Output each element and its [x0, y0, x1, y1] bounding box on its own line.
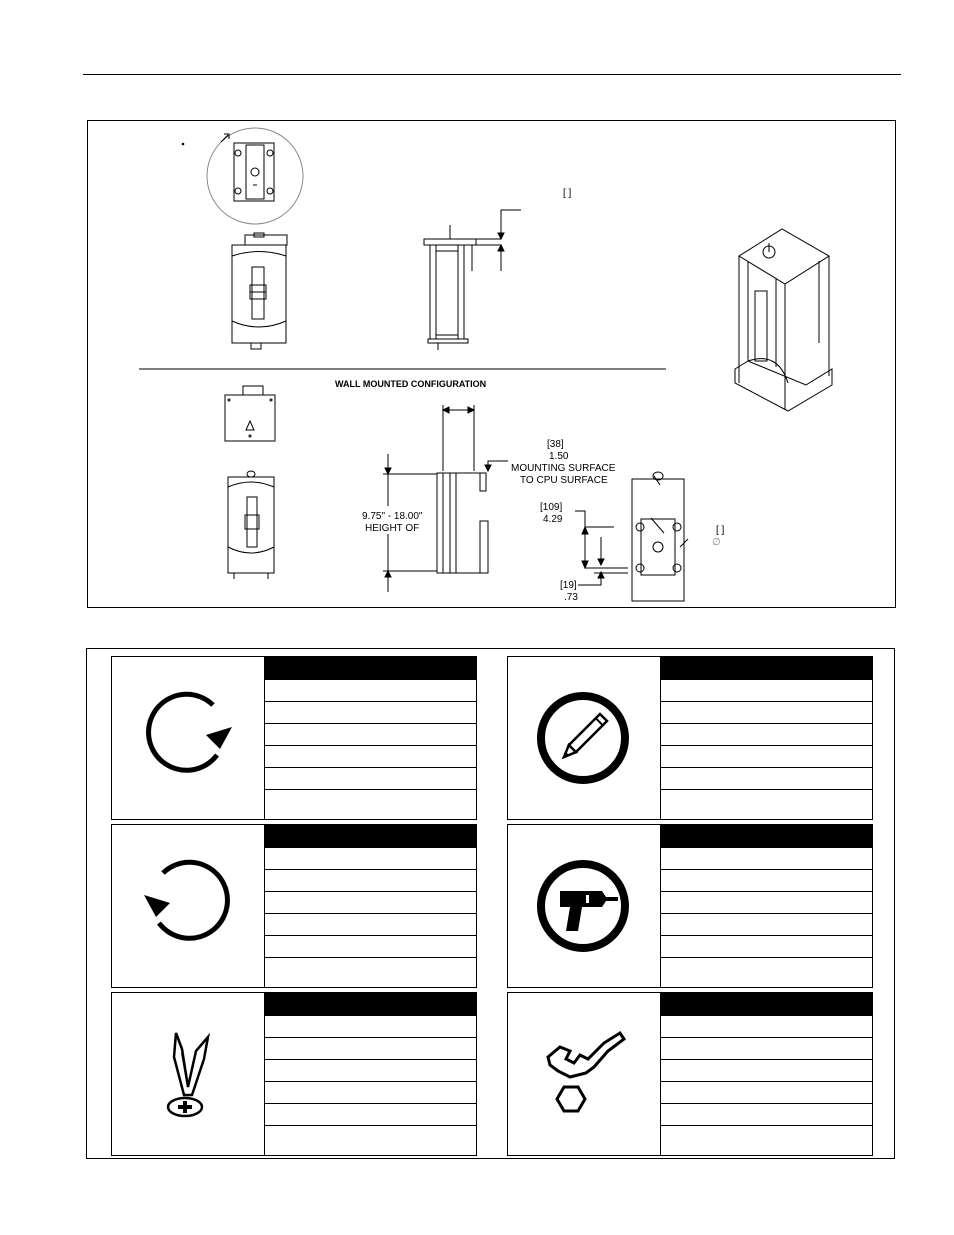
legend-row [661, 768, 873, 790]
legend-row [661, 914, 873, 936]
legend-card-screwdriver [111, 992, 477, 1156]
diameter-symbol: ∅ [712, 537, 721, 548]
drill-icon [508, 825, 660, 987]
header-rule [83, 74, 901, 75]
legend-row [661, 892, 873, 914]
legend-card-wrench [507, 992, 873, 1156]
legend-row [265, 1104, 477, 1126]
legend-header [265, 825, 477, 848]
side-view-ceiling [424, 210, 521, 350]
legend-header [661, 825, 873, 848]
legend-row [265, 680, 477, 702]
legend-row [265, 724, 477, 746]
legend-row [661, 1126, 873, 1148]
legend-row [661, 848, 873, 870]
legend-table [264, 657, 477, 819]
legend-header [661, 993, 873, 1016]
front-view-ceiling [232, 233, 287, 349]
dim-19: [19] [560, 580, 577, 591]
wrench-hex-nut-icon [508, 993, 660, 1155]
mounting-surface-label: MOUNTING SURFACE [511, 463, 616, 474]
top-view-wall [225, 386, 275, 441]
legend-table [264, 993, 477, 1155]
legend-table [264, 825, 477, 987]
dim-38: [38] [547, 439, 564, 450]
legend-card-counterclockwise [111, 824, 477, 988]
legend-row [661, 936, 873, 958]
legend-row [265, 848, 477, 870]
legend-card-clockwise [111, 656, 477, 820]
legend-panel [86, 648, 895, 1159]
legend-card-pencil [507, 656, 873, 820]
technical-drawing [88, 121, 897, 609]
legend-row [661, 870, 873, 892]
legend-row [265, 870, 477, 892]
dimension-drawing-panel [87, 120, 896, 608]
legend-row [661, 680, 873, 702]
legend-row [265, 1016, 477, 1038]
legend-row [265, 746, 477, 768]
to-cpu-surface-label: TO CPU SURFACE [520, 475, 608, 486]
legend-row [265, 936, 477, 958]
dim-4-29: 4.29 [543, 514, 563, 525]
front-view-wall [228, 471, 274, 579]
height-range: 9.75" - 18.00" [362, 511, 423, 522]
counterclockwise-arrow-icon [112, 825, 264, 987]
legend-row [265, 1038, 477, 1060]
legend-table [660, 993, 873, 1155]
legend-row [661, 1038, 873, 1060]
dim-0-73: .73 [564, 592, 578, 603]
legend-row [265, 790, 477, 812]
legend-row [265, 702, 477, 724]
pencil-icon [508, 657, 660, 819]
legend-row [265, 958, 477, 980]
hole-bracket: [ ] [716, 525, 725, 536]
legend-card-drill [507, 824, 873, 988]
detail-view-circle [207, 128, 303, 224]
phillips-screwdriver-icon [112, 993, 264, 1155]
legend-row [265, 1082, 477, 1104]
side-view-wall [383, 405, 508, 592]
legend-row [265, 914, 477, 936]
legend-row [661, 746, 873, 768]
legend-header [265, 657, 477, 680]
dim-1-50: 1.50 [549, 451, 569, 462]
height-of-label: HEIGHT OF [365, 523, 420, 534]
legend-row [265, 1060, 477, 1082]
legend-header [265, 993, 477, 1016]
isometric-view [735, 229, 832, 411]
legend-row [661, 1082, 873, 1104]
legend-row [661, 1060, 873, 1082]
legend-row [661, 1016, 873, 1038]
legend-row [661, 958, 873, 980]
legend-table [660, 825, 873, 987]
legend-row [661, 724, 873, 746]
legend-table [660, 657, 873, 819]
bracket-note: [ ] [563, 188, 572, 199]
back-view-wall [575, 472, 688, 601]
legend-row [661, 790, 873, 812]
legend-header [661, 657, 873, 680]
legend-row [265, 892, 477, 914]
wall-config-title: WALL MOUNTED CONFIGURATION [335, 379, 487, 389]
legend-row [265, 768, 477, 790]
clockwise-arrow-icon [112, 657, 264, 819]
legend-row [265, 1126, 477, 1148]
dim-109: [109] [540, 502, 563, 513]
legend-row [661, 1104, 873, 1126]
legend-row [661, 702, 873, 724]
